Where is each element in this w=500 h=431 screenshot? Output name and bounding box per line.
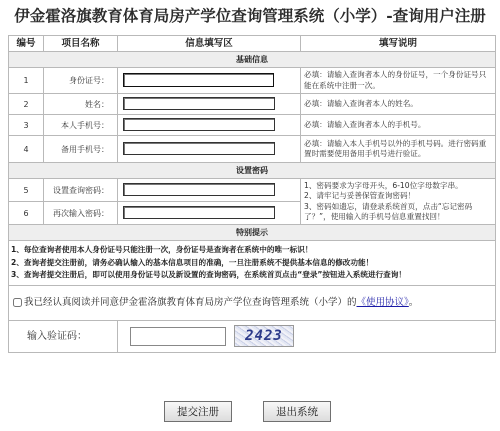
terms-link[interactable]: 《使用协议》 [356, 297, 409, 308]
captcha-cell [118, 320, 496, 352]
submit-button[interactable]: 提交注册 [164, 401, 232, 422]
table-header-row [9, 36, 496, 52]
row-name [9, 94, 496, 115]
notice-line: 1、每位查询者使用本人身份证号只能注册一次，身份证号是查询者在系统中的唯一标识！ [11, 245, 313, 254]
section-notice-row [9, 225, 496, 241]
section-notice-title: 特别提示 [9, 225, 496, 241]
section-password-row [9, 163, 496, 179]
password-help-line: 2、请牢记与妥善保管查询密码！ [304, 191, 416, 200]
notice-line: 2、查询者提交注册前，请务必确认输入的基本信息项目的准确，一旦注册系统不提供基本信息的修改功能！ [11, 257, 374, 267]
row-id-number [9, 68, 496, 94]
agreement-suffix: 。 [408, 297, 419, 308]
agreement-row [9, 285, 496, 320]
row-backup-phone [9, 136, 496, 163]
password-help-line: 1、密码要求为字母开头，6-10位字母数字串。 [304, 180, 463, 190]
backup-phone-help: 必填：请输入本人手机号以外的手机号码。进行密码重置时需要使用备用手机号进行验证。 [301, 136, 496, 163]
row-num: 1 [9, 68, 44, 94]
id-number-input[interactable] [123, 73, 274, 87]
own-phone-label: 本人手机号： [44, 115, 118, 136]
name-help: 必填：请输入查询者本人的姓名。 [301, 94, 496, 115]
captcha-row [9, 320, 496, 352]
notice-row [9, 241, 496, 286]
backup-phone-input[interactable] [123, 142, 275, 155]
captcha-label: 输入验证码： [9, 320, 118, 352]
exit-button[interactable]: 退出系统 [263, 401, 331, 422]
section-basic-row [9, 52, 496, 68]
notice-line: 3、查询者提交注册后，即可以使用身份证号以及新设置的查询密码，在系统首页点击“登录”按钮进入系统进行查询！ [11, 270, 406, 279]
confirm-password-input[interactable] [123, 206, 275, 219]
confirm-password-label: 再次输入密码： [44, 202, 118, 225]
row-set-password [9, 179, 496, 202]
name-input[interactable] [123, 97, 275, 110]
agree-checkbox[interactable] [13, 298, 22, 307]
row-num: 2 [9, 94, 44, 115]
captcha-input[interactable] [130, 327, 226, 346]
set-password-label: 设置查询密码： [44, 179, 118, 202]
own-phone-help: 必填：请输入查询者本人的手机号。 [301, 115, 496, 136]
header-help: 填写说明 [301, 36, 496, 52]
agreement-text: 我已经认真阅读并同意伊金霍洛旗教育体育局房产学位查询管理系统（小学）的 [24, 297, 357, 308]
password-help-line: 3、密码如遗忘，请登录系统首页，点击“忘记密码了？”，使用输入的手机号信息重置找回！ [304, 201, 473, 221]
set-password-input[interactable] [123, 183, 275, 196]
backup-phone-label: 备用手机号： [44, 136, 118, 163]
page-title: 伊金霍洛旗教育体育局房产学位查询管理系统（小学）-查询用户注册 [14, 6, 486, 25]
id-number-help: 必填：请输入查询者本人的身份证号，一个身份证号只能在系统中注册一次。 [301, 68, 496, 94]
name-label: 姓名： [44, 94, 118, 115]
row-num: 4 [9, 136, 44, 163]
header-name: 项目名称 [44, 36, 118, 52]
row-own-phone [9, 115, 496, 136]
password-help [301, 179, 496, 225]
captcha-code: 2423 [245, 328, 283, 344]
row-num: 6 [9, 202, 44, 225]
notice-block [9, 241, 496, 286]
header-num: 编号 [9, 36, 44, 52]
agreement-cell [9, 285, 496, 320]
row-num: 3 [9, 115, 44, 136]
captcha-image[interactable] [234, 325, 294, 347]
row-num: 5 [9, 179, 44, 202]
section-password-title: 设置密码 [9, 163, 496, 179]
own-phone-input[interactable] [123, 118, 275, 131]
header-fill: 信息填写区 [118, 36, 301, 52]
registration-form [8, 35, 496, 353]
section-basic-title: 基础信息 [9, 52, 496, 68]
id-number-label: 身份证号： [44, 68, 118, 94]
